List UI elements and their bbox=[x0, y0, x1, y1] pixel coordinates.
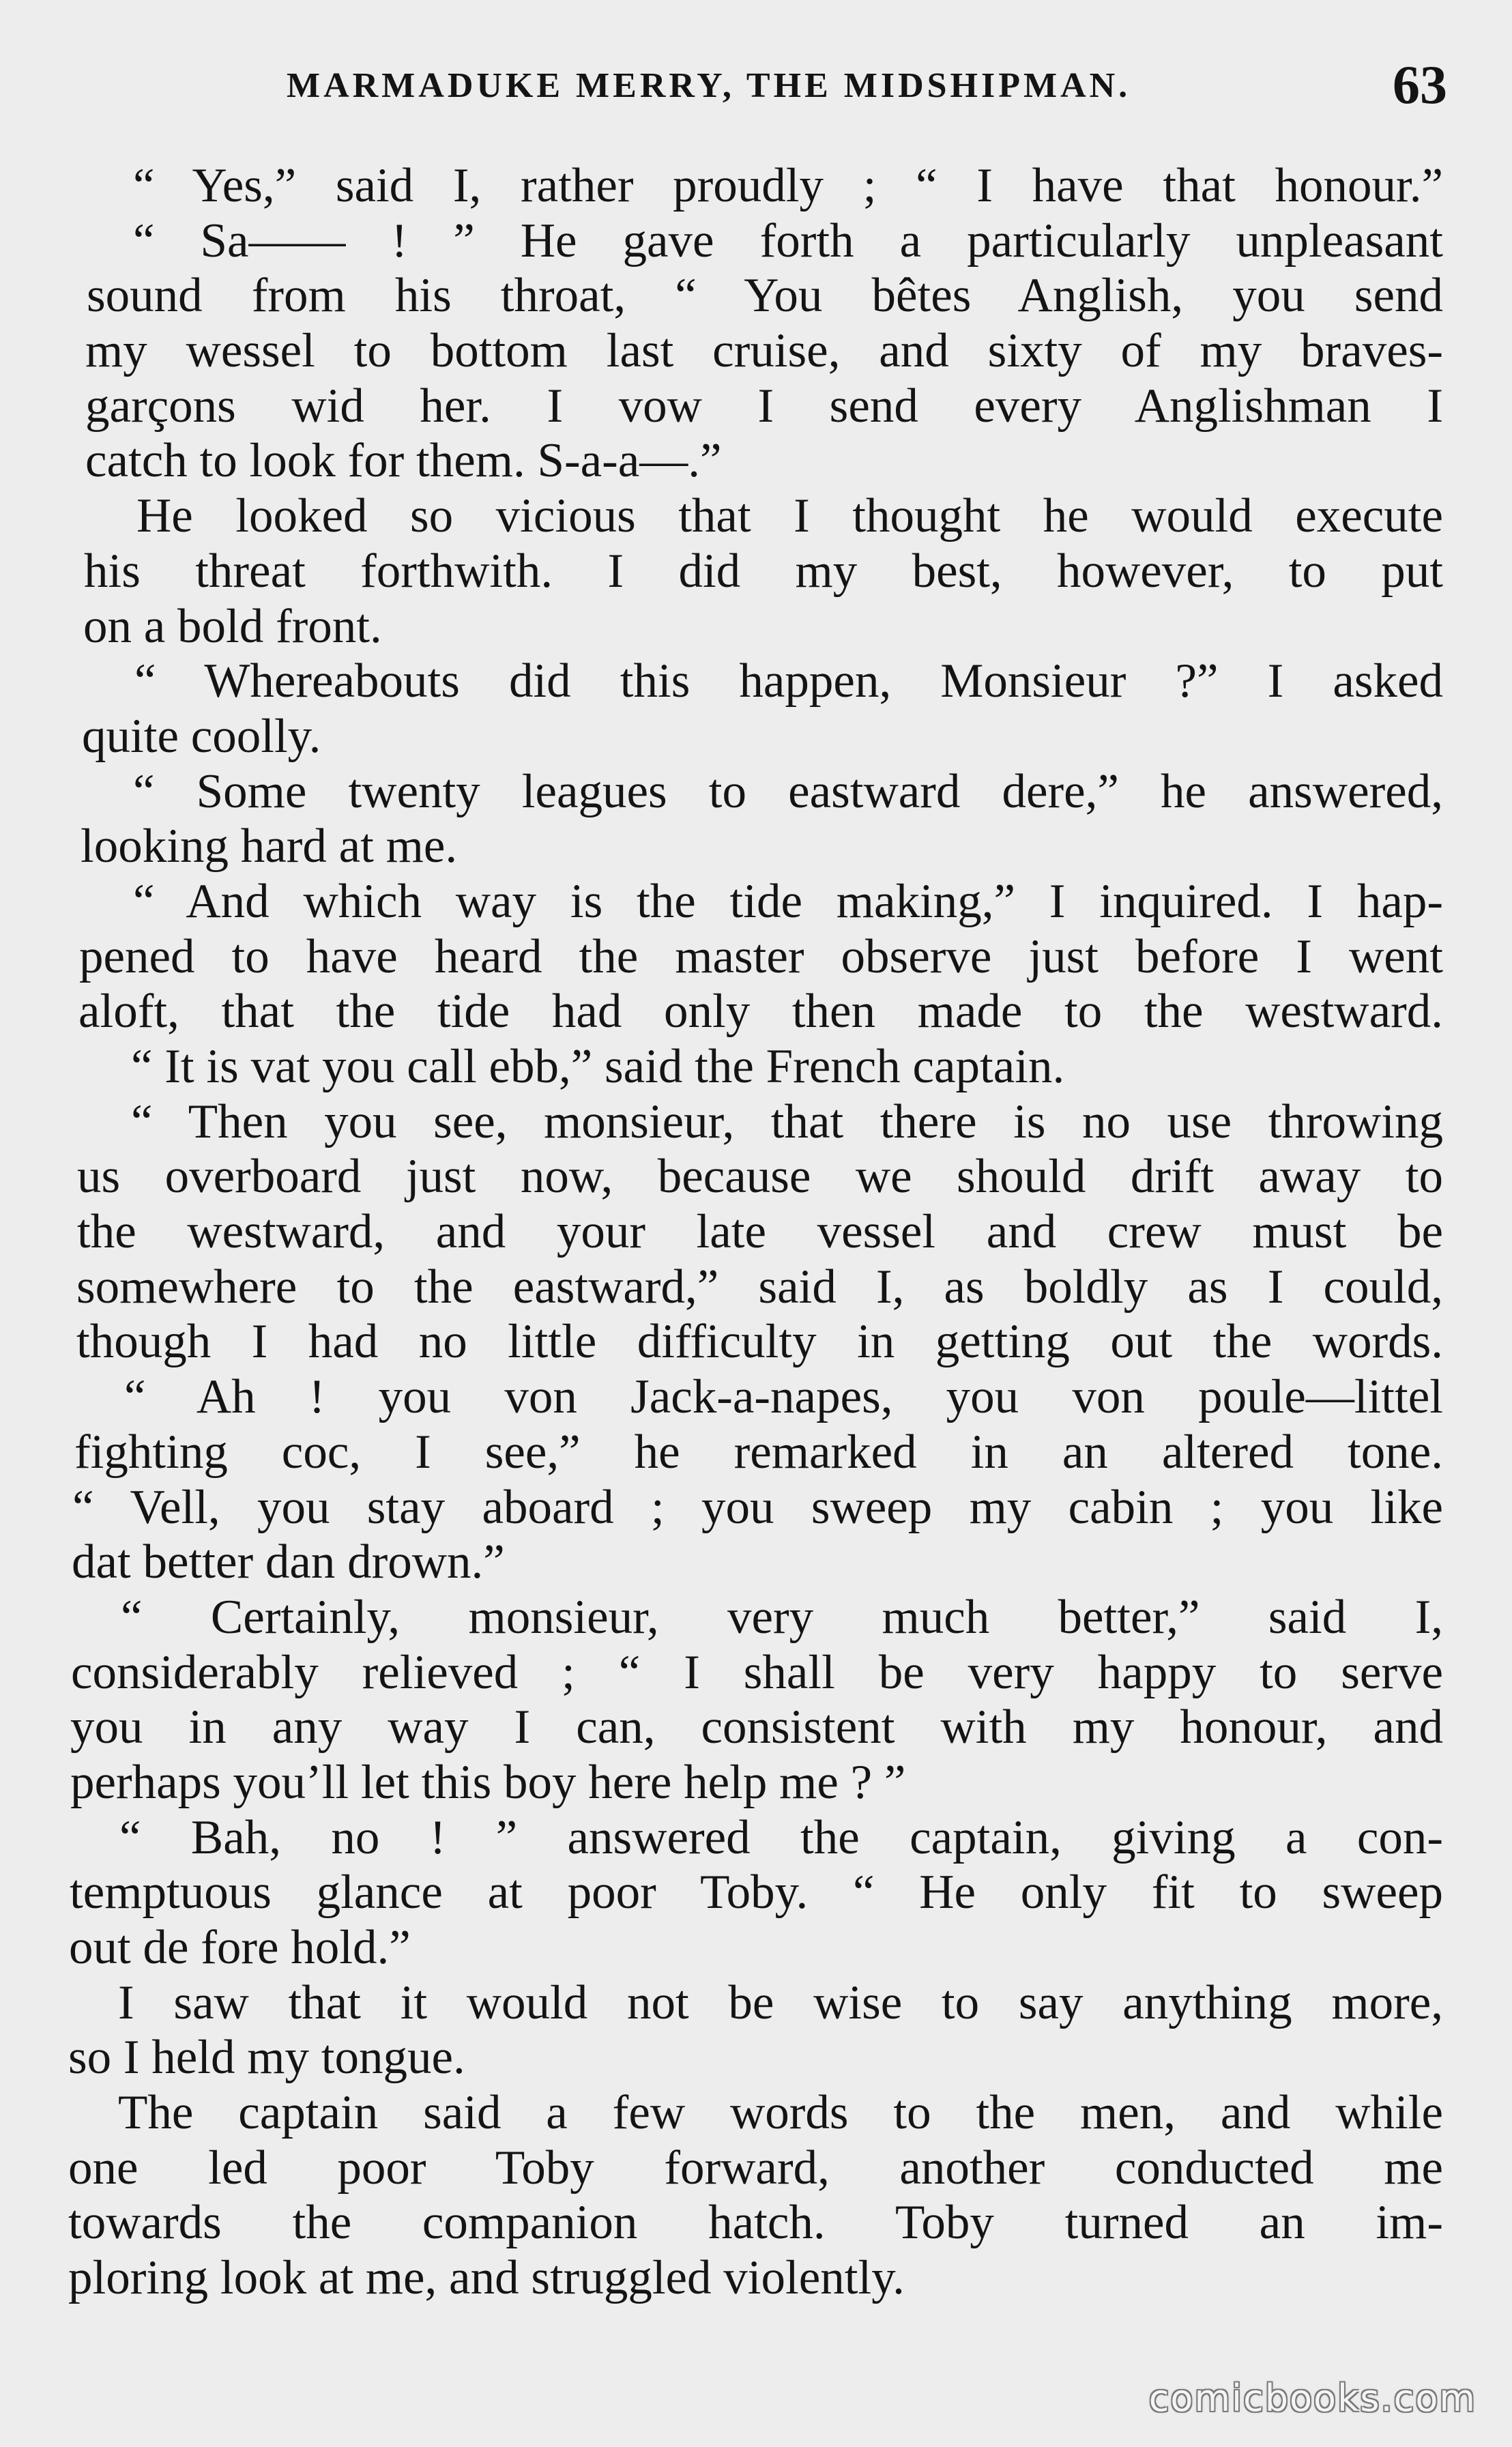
text-line: dat better dan drown.” bbox=[72, 1535, 505, 1589]
text-line: my wessel to bottom last cruise, and sixty of my braves- bbox=[85, 324, 1443, 378]
text-line: though I had no little difficulty in getting out the words. bbox=[76, 1315, 1443, 1369]
text-line: fighting coc, I see,” he remarked in an altered tone. bbox=[74, 1425, 1443, 1479]
text-line: towards the companion hatch. Toby turned an im- bbox=[68, 2196, 1443, 2250]
text-line: perhaps you’ll let this boy here help me ? ” bbox=[70, 1755, 906, 1809]
text-line: his threat forthwith. I did my best, however, to put bbox=[84, 544, 1443, 598]
text-line: I saw that it would not be wise to say anything more, bbox=[118, 1975, 1443, 2029]
text-line: the westward, and your late vessel and crew must be bbox=[77, 1205, 1443, 1259]
text-line: us overboard just now, because we should drift away to bbox=[77, 1150, 1443, 1204]
text-line: “ Certainly, monsieur, very much better,” said I, bbox=[121, 1590, 1443, 1644]
text-line: “ Yes,” said I, rather proudly ; “ I have that honour.” bbox=[133, 159, 1443, 212]
text-line: “ Then you see, monsieur, that there is no use throwing bbox=[131, 1095, 1443, 1148]
text-line: looking hard at me. bbox=[81, 820, 458, 873]
text-line: temptuous glance at poor Toby. “ He only fit to sweep bbox=[70, 1866, 1443, 1920]
text-line: The captain said a few words to the men, and while bbox=[118, 2086, 1443, 2140]
text-line: out de fore hold.” bbox=[69, 1921, 411, 1974]
text-line: aloft, that the tide had only then made to the westward. bbox=[78, 985, 1443, 1039]
text-line: considerably relieved ; “ I shall be very happy to serve bbox=[71, 1645, 1443, 1699]
text-line: ploring look at me, and struggled violently. bbox=[68, 2251, 905, 2305]
text-line: “ Ah ! you von Jack-a-napes, you von poule—littel bbox=[124, 1370, 1443, 1424]
text-line: “ It is vat you call ebb,” said the French captain. bbox=[131, 1040, 1065, 1093]
page-number: 63 bbox=[1393, 55, 1447, 115]
text-line: “ Vell, you stay aboard ; you sweep my cabin ; you like bbox=[72, 1480, 1443, 1534]
text-line: pened to have heard the master observe just before I went bbox=[79, 929, 1443, 983]
text-line: so I held my tongue. bbox=[68, 2031, 465, 2085]
text-line: “ Whereabouts did this happen, Monsieur ?” I asked bbox=[134, 654, 1443, 708]
text-line: catch to look for them. S-a-a—.” bbox=[85, 434, 722, 488]
text-line: somewhere to the eastward,” said I, as boldly as I could, bbox=[76, 1260, 1443, 1314]
text-line: “ And which way is the tide making,” I inquired. I hap- bbox=[133, 874, 1443, 928]
text-line: one led poor Toby forward, another conducted me bbox=[68, 2141, 1443, 2195]
text-line: you in any way I can, consistent with my honour, and bbox=[70, 1700, 1443, 1754]
text-line: “ Sa—— ! ” He gave forth a particularly unpleasant bbox=[133, 214, 1443, 267]
text-line: “ Some twenty leagues to eastward dere,” he answered, bbox=[133, 764, 1443, 818]
running-title: MARMADUKE MERRY, THE MIDSHIPMAN. bbox=[287, 66, 1131, 105]
body-text bbox=[68, 158, 1443, 2306]
text-line: “ Bah, no ! ” answered the captain, giving a con- bbox=[119, 1810, 1443, 1864]
text-line: quite coolly. bbox=[82, 709, 321, 763]
text-line: garçons wid her. I vow I send every Anglishman I bbox=[85, 379, 1443, 433]
text-line: sound from his throat, “ You bêtes Anglish, you send bbox=[87, 269, 1443, 323]
watermark-logo: comicbooks.com bbox=[1148, 2377, 1477, 2420]
text-line: He looked so vicious that I thought he would execute bbox=[136, 489, 1443, 543]
running-head bbox=[82, 53, 1447, 121]
text-line: on a bold front. bbox=[83, 599, 382, 653]
